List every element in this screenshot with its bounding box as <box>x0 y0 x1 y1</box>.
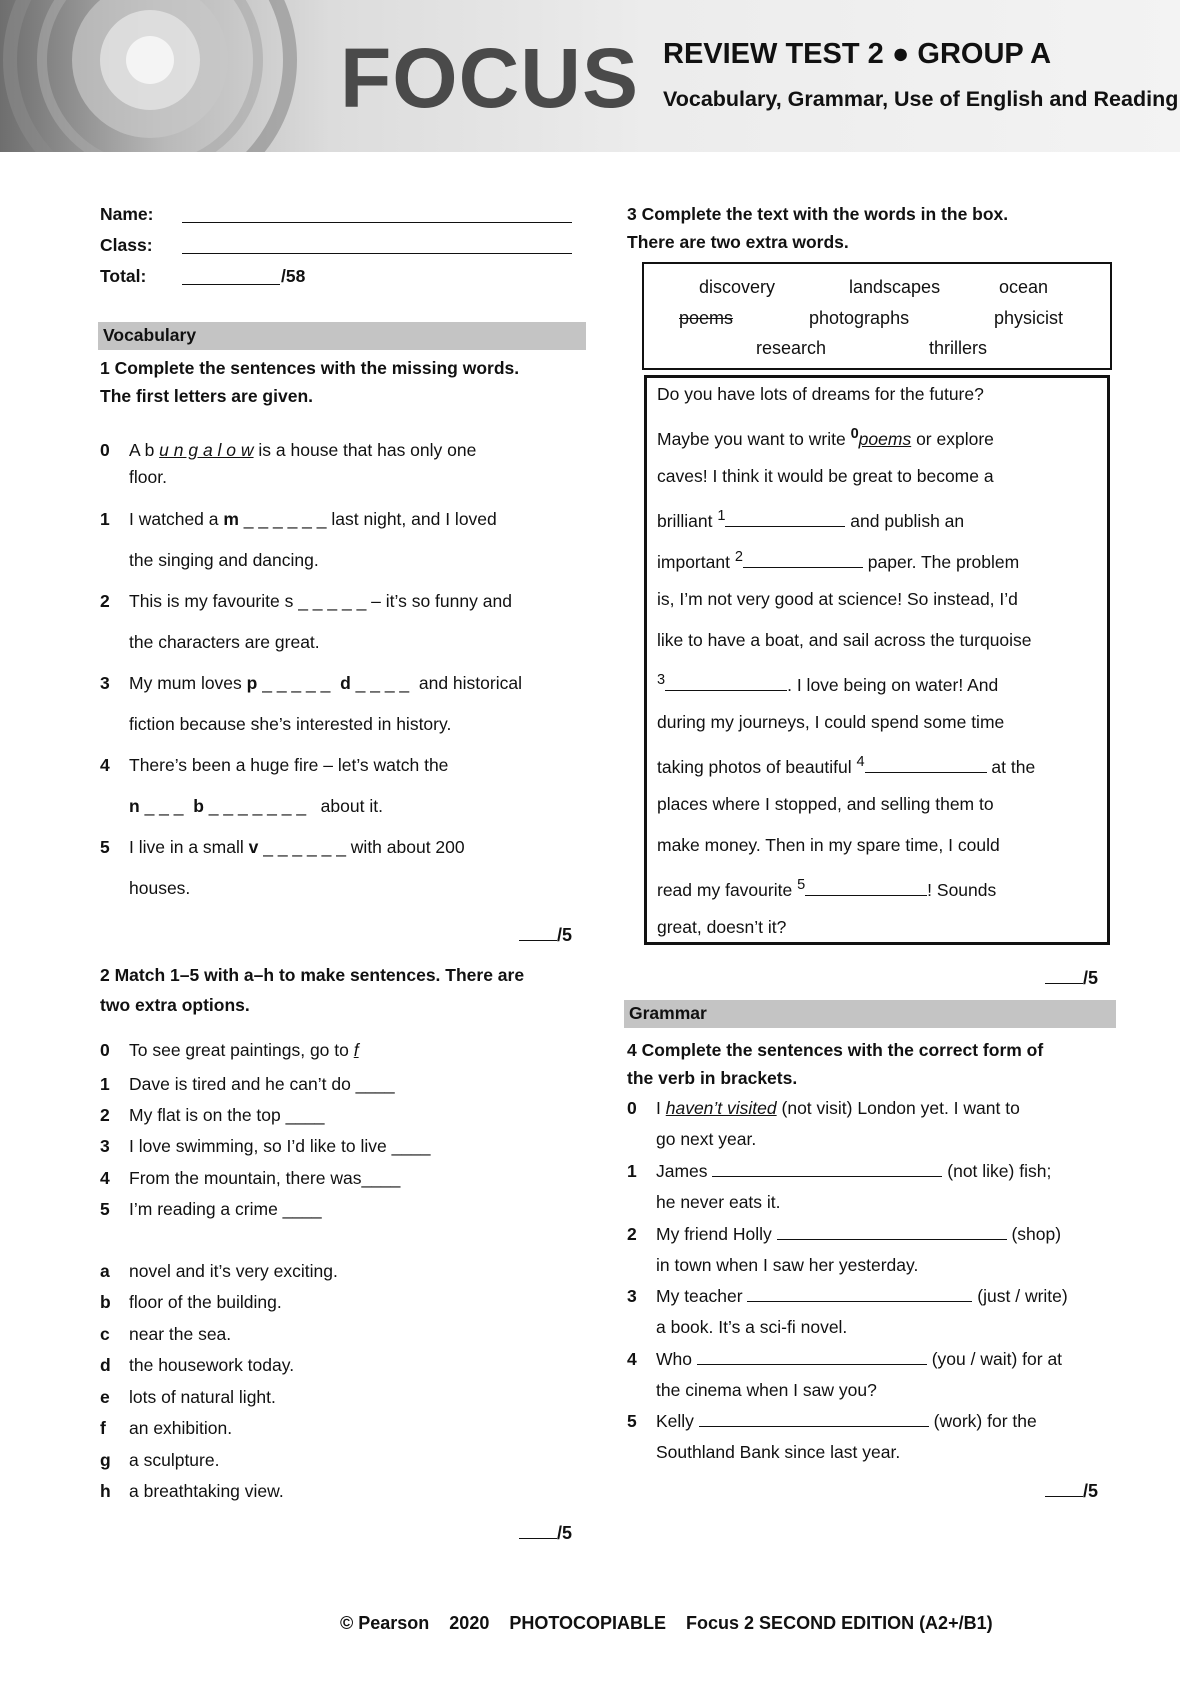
word-discovery: discovery <box>699 277 776 297</box>
word-photographs: photographs <box>809 308 910 328</box>
decorative-circles <box>0 0 340 152</box>
ex2-instruction-1: 2 Match 1–5 with a–h to make sentences. There are <box>100 965 525 985</box>
test-subtitle: Vocabulary, Grammar, Use of English and Reading <box>663 87 1179 111</box>
word-landscapes: landscapes <box>849 277 941 297</box>
example-answer: haven’t visited <box>665 1098 777 1118</box>
header-banner <box>0 0 1180 152</box>
ex1-instruction-1: 1 Complete the sentences with the missing words. <box>100 358 520 378</box>
example-answer: poems <box>858 428 912 449</box>
name-label: Name: <box>100 204 154 224</box>
word-research: research <box>756 338 827 358</box>
ex1-score[interactable]: /5 <box>519 924 572 947</box>
total-label: Total: <box>100 266 147 286</box>
ex4-instruction-2: the verb in brackets. <box>627 1068 798 1088</box>
total-max: /58 <box>281 266 306 286</box>
example-answer: u n g a l o w <box>159 440 254 460</box>
word-thrillers: thrillers <box>929 338 988 358</box>
word-ocean: ocean <box>999 277 1049 297</box>
ex1-instruction-2: The first letters are given. <box>100 386 313 406</box>
gap-3[interactable]: $^3$ . I love being on water! And <box>657 672 999 695</box>
total-field[interactable] <box>182 284 280 285</box>
ex3-instruction-2: There are two extra words. <box>627 232 849 252</box>
class-label: Class: <box>100 235 153 255</box>
test-title: REVIEW TEST 2 ● GROUP A <box>663 38 1052 70</box>
ex4-instruction-1: 4 Complete the sentences with the correct form of <box>627 1040 1044 1060</box>
grammar-heading: Grammar <box>624 1000 1116 1028</box>
word-box <box>642 262 1112 370</box>
focus-logo: FOCUS <box>340 31 639 125</box>
gap-4[interactable]: taking photos of beautiful $^4$ at the <box>657 754 1036 777</box>
footer: © Pearson 2020 PHOTOCOPIABLE Focus 2 SECOND EDITION (A2+/B1) <box>340 1613 993 1633</box>
word-poems-used: poems <box>679 308 734 328</box>
gap-5[interactable]: read my favourite $^5$ ! Sounds <box>657 877 997 900</box>
ex3-instruction-1: 3 Complete the text with the words in the box. <box>627 204 1009 224</box>
ex3-score[interactable]: /5 <box>1045 967 1098 990</box>
ex2-score[interactable]: /5 <box>519 1522 572 1545</box>
word-physicist: physicist <box>994 308 1064 328</box>
vocabulary-heading: Vocabulary <box>98 322 586 350</box>
ex4-score[interactable]: /5 <box>1045 1480 1098 1503</box>
ex2-instruction-2: two extra options. <box>100 995 250 1015</box>
reading-text-box: Do you have lots of dreams for the future? Maybe you want to write $^0$poems or explore caves! I think it would be great to become a brilliant $^1$ and publish an important $^2$ paper. The problem is, I’m not very good at science! So instead, I’d like to have a boat, and sail across the turquoise $^3$ . I love being on water! And during my journeys, I could spend some time taking photos of beautiful $^4$ at the places where I stopped, and selling them to make money. Then in my spare time, I could read my favourite $^5$ ! Sounds great, doesn’t it? <box>644 375 1110 945</box>
class-field[interactable] <box>182 253 572 254</box>
example-answer: f <box>353 1040 359 1060</box>
gap-1[interactable]: brilliant $^1$ and publish an <box>657 508 965 531</box>
name-field[interactable] <box>182 222 572 223</box>
gap-2[interactable]: important $^2$ paper. The problem <box>657 549 1020 572</box>
